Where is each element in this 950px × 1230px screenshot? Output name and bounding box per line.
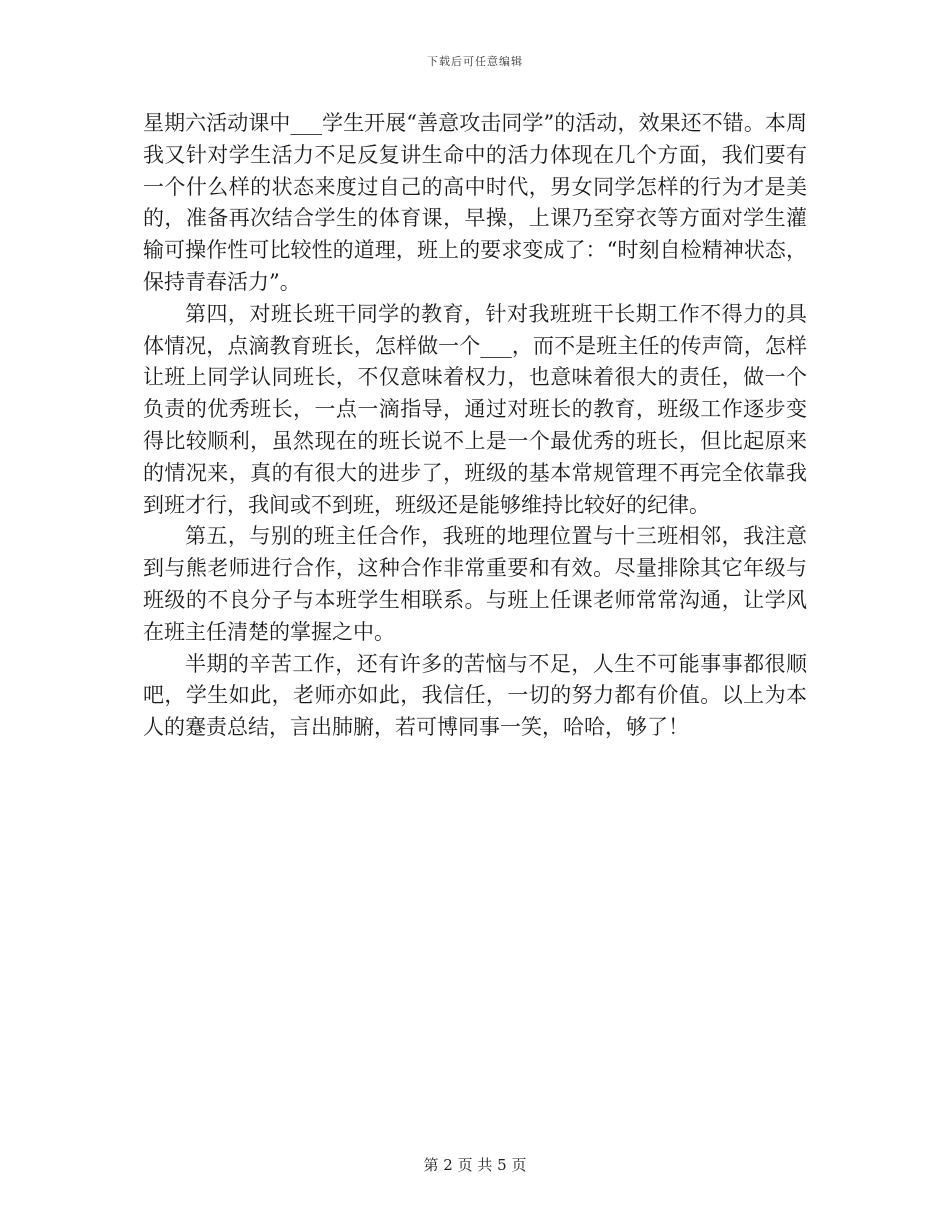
page-number-footer: 第 2 页 共 5 页 [423,1156,527,1174]
page-header-note: 下载后可任意编辑 [427,55,523,68]
document-body [143,108,807,744]
paragraph-monitor-education: 第四，对班长班干同学的教育，针对我班班干长期工作不得力的具体情况，点滴教育班长，怎样做一个___，而不是班主任的传声筒，怎样让班上同学认同班长，不仅意味着权力，也意味着很大的责任，做一个负责的优秀班长，一点一滴指导，通过对班长的教育，班级工作逐步变得比较顺利，虽然现在的班长说不上是一个最优秀的班长，但比起原来的情况来，真的有很大的进步了，班级的基本常规管理不再完全依靠我到班才行，我间或不到班，班级还是能够维持比较好的纪律。 [143,301,807,517]
paragraph-conclusion: 半期的辛苦工作，还有许多的苦恼与不足，人生不可能事事都很顺吧，学生如此，老师亦如此，我信任，一切的努力都有价值。以上为本人的蹇责总结，言出肺腑，若可博同事一笑，哈哈，够了！ [143,651,807,740]
paragraph-teacher-cooperation: 第五，与别的班主任合作，我班的地理位置与十三班相邻，我注意到与熊老师进行合作，这种合作非常重要和有效。尽量排除其它年级与班级的不良分子与本班学生相联系。与班上任课老师常常沟通，让学风在班主任清楚的掌握之中。 [143,524,807,644]
paragraph-activity-continuation: 星期六活动课中___学生开展“善意攻击同学”的活动，效果还不错。本周我又针对学生活力不足反复讲生命中的活力体现在几个方面，我们要有一个什么样的状态来度过自己的高中时代，男女同学怎样的行为才是美的，准备再次结合学生的体育课，早操，上课乃至穿衣等方面对学生灌输可操作性可比较性的道理，班上的要求变成了：“时刻自检精神状态，保持青春活力”。 [143,111,807,294]
